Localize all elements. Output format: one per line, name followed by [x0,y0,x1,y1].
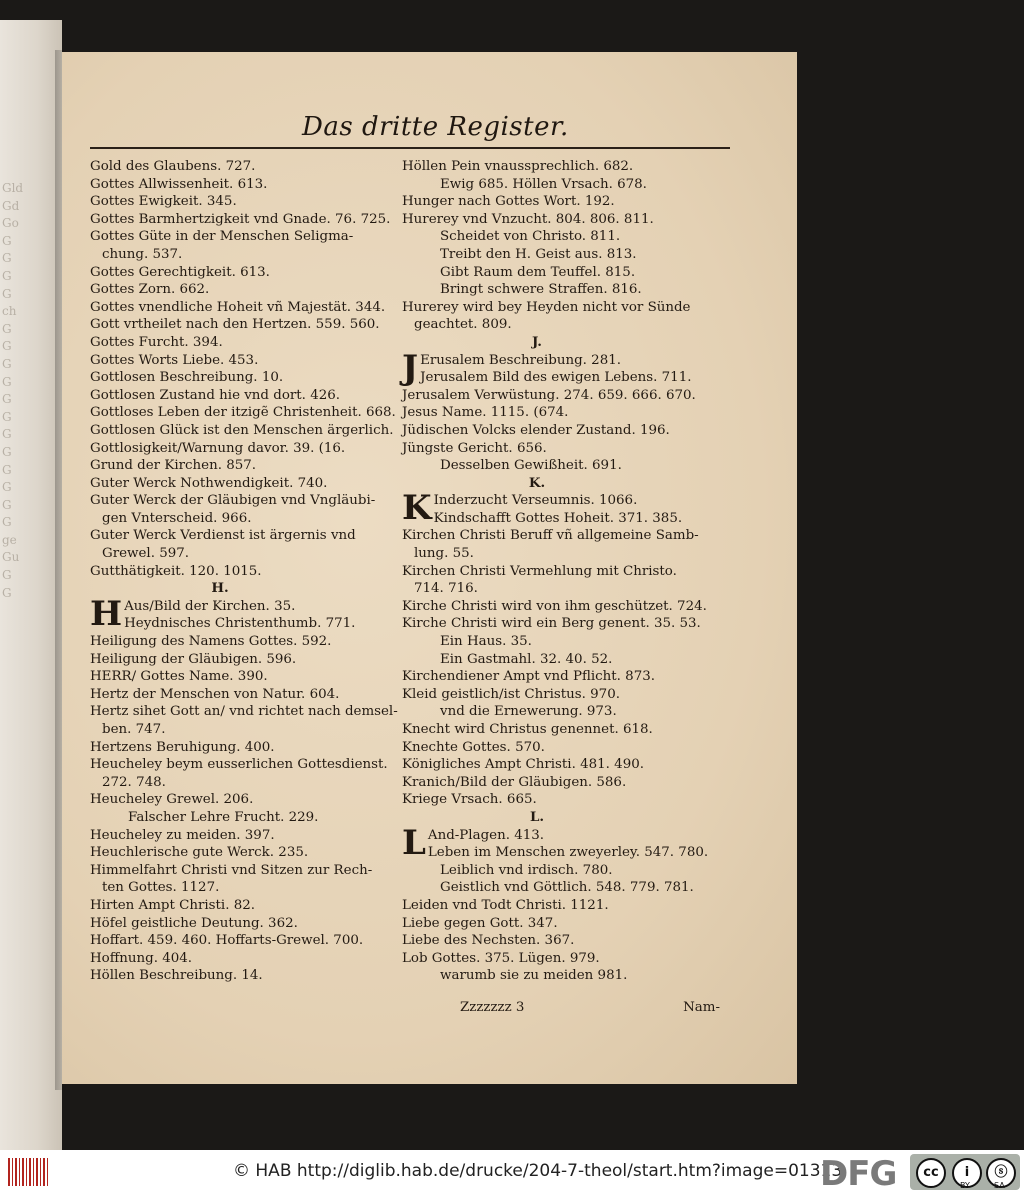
index-entry: Kirche Christi wird von ihm geschützet. 724. [402,598,707,614]
index-entry: warumb sie zu meiden 981. [440,968,628,984]
copyright-link[interactable]: © HAB http://diglib.hab.de/drucke/204-7-theol/start.htm?image=01313 [233,1161,843,1181]
index-entry: Falscher Lehre Frucht. 229. [128,809,319,825]
index-entry: Gutthätigkeit. 120. 1015. [90,563,262,579]
index-entry: Treibt den H. Geist aus. 813. [440,246,637,262]
catchword: Nam- [683,1000,720,1015]
index-entry: Gottlosigkeit/Warnung davor. 39. (16. [90,440,346,456]
signature-mark: Zzzzzzz 3 [460,1000,525,1015]
index-entry: Geistlich vnd Göttlich. 548. 779. 781. [440,880,694,896]
index-entry: Gottes Güte in der Menschen Seligma- [90,229,354,245]
index-entry: Kirchendiener Ampt vnd Pflicht. 873. [402,669,655,685]
dfg-logo: DFG [820,1154,897,1194]
index-entry: Ein Haus. 35. [440,634,532,650]
index-entry: chung. 537. [102,246,183,262]
right-index-column [402,158,712,985]
index-entry: Gottlosen Glück ist den Menschen ärgerlich. [90,422,394,438]
index-entry: Kindschafft Gottes Hoheit. 371. 385. [433,510,683,526]
index-entry: Gott vrtheilet nach den Hertzen. 559. 560. [90,317,380,333]
section-letter: H. [211,580,229,597]
index-entry: gen Vnterscheid. 966. [102,510,252,526]
index-entry: Hoffnung. 404. [90,950,193,966]
index-entry: Hertzens Beruhigung. 400. [90,739,275,755]
index-entry: Hunger nach Gottes Wort. 192. [402,194,615,210]
index-entry: Heiligung des Namens Gottes. 592. [90,634,332,650]
index-entry: Kleid geistlich/ist Christus. 970. [402,686,620,702]
index-entry: Hirten Ampt Christi. 82. [90,897,256,913]
index-entry: Leben im Menschen zweyerley. 547. 780. [427,845,709,861]
index-entry: KInderzucht Verseumnis. 1066. [402,488,638,529]
index-entry: Höllen Pein vnaussprechlich. 682. [402,159,634,174]
index-entry: lung. 55. [414,546,474,562]
index-entry: Jüngste Gericht. 656. [402,440,547,456]
index-entry: Guter Werck Verdienst ist ärgernis vnd [90,528,356,544]
footer-bar [0,1150,1024,1194]
running-head: Das dritte Register. [302,112,569,142]
index-entry: Kirche Christi wird ein Berg genent. 35. 53. [402,616,701,632]
index-entry: Jerusalem Bild des ewigen Lebens. 711. [420,370,692,386]
index-entry: Königliches Ampt Christi. 481. 490. [402,757,644,773]
index-entry: Heydnisches Christenthumb. 771. [124,616,356,632]
index-entry: Knecht wird Christus genennet. 618. [402,722,653,737]
index-entry: Heucheley beym eusserlichen Gottesdienst. [90,757,388,773]
index-entry: Jerusalem Verwüstung. 274. 659. 666. 670. [402,387,696,403]
index-entry: Hertz sihet Gott an/ vnd richtet nach demsel- [90,704,398,720]
index-entry: HAus/Bild der Kirchen. 35. [90,593,296,634]
index-entry: ten Gottes. 1127. [102,880,220,896]
index-entry: Gottes Worts Liebe. 453. [90,352,259,368]
index-entry: Heucheley Grewel. 206. [90,792,254,808]
index-entry: Gottes Allwissenheit. 613. [90,176,268,192]
index-entry: Jesus Name. 1115. (674. [402,405,569,421]
index-entry: Himmelfahrt Christi vnd Sitzen zur Rech- [90,862,373,878]
cc-license-badge[interactable] [910,1154,1020,1190]
index-entry: Gottes Gerechtigkeit. 613. [90,264,270,280]
index-entry: Gottlosen Zustand hie vnd dort. 426. [90,387,341,403]
index-entry: Kranich/Bild der Gläubigen. 586. [402,774,627,790]
index-entry: Bringt schwere Straffen. 816. [440,282,642,298]
index-entry: Hurerey wird bey Heyden nicht vor Sünde [402,299,691,315]
index-entry: Gottloses Leben der itzigẽ Christenheit. 668. [90,405,396,421]
hab-barcode-logo [8,1158,48,1186]
index-entry: Gibt Raum dem Teuffel. 815. [440,264,636,280]
index-entry: Heiligung der Gläubigen. 596. [90,651,297,667]
index-entry: Liebe des Nechsten. 367. [402,933,575,949]
index-entry: Kirchen Christi Beruff vñ allgemeine Samb- [402,528,699,544]
index-entry: vnd die Ernewerung. 973. [440,704,617,720]
index-entry: LAnd-Plagen. 413. [402,822,545,863]
scanned-page [62,52,797,1084]
bleed-through-text: Gld Gd Go G G G G ch G G G G G G G G G G G G ge Gu G G [2,181,24,600]
index-entry: Gottes Zorn. 662. [90,282,210,298]
section-letter: L. [529,808,545,825]
index-entry: 272. 748. [102,774,166,790]
index-entry: Ein Gastmahl. 32. 40. 52. [440,651,613,667]
section-letter: K. [528,474,546,491]
index-entry: Lob Gottes. 375. Lügen. 979. [402,950,600,966]
by-label: BY [960,1181,970,1190]
index-entry: Leiden vnd Todt Christi. 1121. [402,897,609,913]
index-entry: Jüdischen Volcks elender Zustand. 196. [402,422,670,438]
index-entry: geachtet. 809. [414,317,512,333]
previous-page-edge [0,20,62,1150]
index-entry: Gottes Barmhertzigkeit vnd Gnade. 76. 725. [90,211,391,227]
header-rule [90,147,730,149]
cc-icon: cc [916,1158,946,1188]
index-entry: HERR/ Gottes Name. 390. [90,669,268,685]
index-entry: 714. 716. [414,581,478,597]
index-entry: Guter Werck Nothwendigkeit. 740. [90,475,328,491]
index-entry: Kriege Vrsach. 665. [402,792,537,808]
index-entry: Gottes Furcht. 394. [90,334,223,350]
left-index-column [90,158,398,985]
by-icon: i [952,1158,982,1188]
index-entry: Grund der Kirchen. 857. [90,458,257,474]
index-entry: Kirchen Christi Vermehlung mit Christo. [402,563,677,579]
index-entry: Desselben Gewißheit. 691. [440,458,622,474]
index-entry: Heucheley zu meiden. 397. [90,827,275,843]
index-entry: Ewig 685. Höllen Vrsach. 678. [440,176,647,192]
index-entry: Scheidet von Christo. 811. [440,229,621,245]
sa-icon: ⓢ [986,1158,1016,1188]
index-entry: Gold des Glaubens. 727. [90,159,256,174]
index-entry: Liebe gegen Gott. 347. [402,915,558,931]
index-entry: Hertz der Menschen von Natur. 604. [90,686,340,702]
index-entry: Höfel geistliche Deutung. 362. [90,915,298,931]
index-entry: Gottes Ewigkeit. 345. [90,194,237,210]
index-entry: Hoffart. 459. 460. Hoffarts-Grewel. 700. [90,933,364,949]
index-entry: Grewel. 597. [102,546,190,562]
index-entry: Hurerey vnd Vnzucht. 804. 806. 811. [402,211,654,227]
index-entry: JErusalem Beschreibung. 281. [402,347,621,388]
index-entry: Guter Werck der Gläubigen vnd Vngläubi- [90,493,376,509]
index-entry: Heuchlerische gute Werck. 235. [90,845,309,861]
index-entry: ben. 747. [102,722,166,737]
index-entry: Gottes vnendliche Hoheit vñ Majestät. 344. [90,299,386,315]
section-letter: J. [532,333,542,350]
index-entry: Höllen Beschreibung. 14. [90,968,263,984]
index-entry: Gottlosen Beschreibung. 10. [90,370,284,386]
sa-label: SA [994,1181,1005,1190]
index-entry: Knechte Gottes. 570. [402,739,545,755]
index-entry: Leiblich vnd irdisch. 780. [440,862,613,878]
